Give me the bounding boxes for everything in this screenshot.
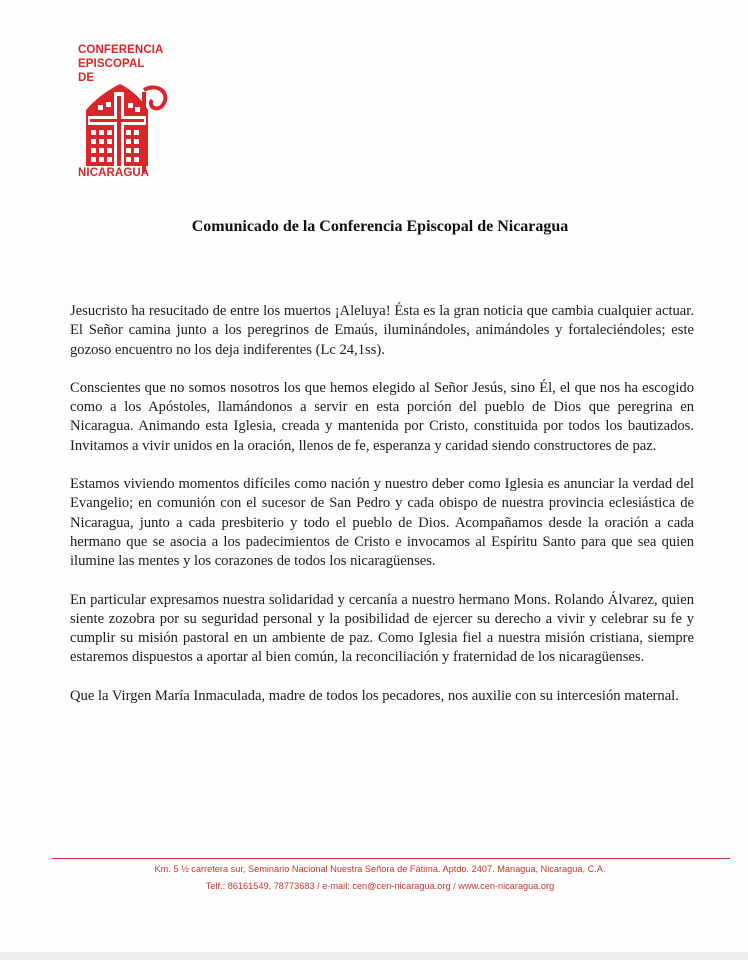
bottom-edge (0, 952, 748, 960)
footer-divider (52, 858, 730, 859)
episcopal-logo (78, 44, 170, 184)
logo-text-line3: DE (78, 72, 95, 84)
paragraph: Que la Virgen María Inmaculada, madre de todos los pecadores, nos auxilie con su intercesión maternal. (70, 687, 679, 704)
paragraph: Estamos viviendo momentos difíciles como nación y nuestro deber como Iglesia es anunciar la verdad del Evangelio; en comunión con el sucesor de San Pedro y cada obispo de nuestra provincia eclesiástica de Nicaragua, junto a cada presbiterio y todo el pueblo de Dios. Acompañamos desde la oración a cada hermano que se asocia a los padecimientos de Cristo e invocamos al Espíritu Santo para que sea quien ilumine las mentes y los corazones de todos los nicaragüenses. (70, 476, 694, 570)
footer-contact: Telf.: 86161549, 78773683 / e-mail: cen@cen-nicaragua.org / www.cen-nicaragua.org (205, 881, 555, 891)
logo-text-line4: NICARAGUA (78, 167, 150, 179)
logo-text-line2: EPISCOPAL (78, 58, 145, 70)
document-body (70, 302, 694, 725)
paragraph: Jesucristo ha resucitado de entre los muertos ¡Aleluya! Ésta es la gran noticia que cambia cualquier actuar. El Señor camina junto a los peregrinos de Emaús, iluminándoles, animándoles y fortaleciéndoles; este gozoso encuentro no los deja indiferentes (Lc 24,1ss). (70, 303, 694, 358)
document-title: Comunicado de la Conferencia Episcopal de Nicaragua (191, 218, 569, 235)
logo-text-line1: CONFERENCIA (78, 44, 164, 56)
footer-address: Km. 5 ½ carretera sur, Seminario Nacional Nuestra Señora de Fátima. Aptdo. 2407. Managua, Nicaragua, C.A. (154, 864, 606, 874)
paragraph: Conscientes que no somos nosotros los que hemos elegido al Señor Jesús, sino Él, el que nos ha escogido como a los Apóstoles, llamándonos a servir en esta porción del pueblo de Dios que peregrina en Nicaragua. Animando esta Iglesia, creada y mantenida por Cristo, constituida por todos los bautizados. Invitamos a vivir unidos en la oración, llenos de fe, esperanza y caridad siendo constructores de paz. (70, 379, 694, 454)
paragraph: En particular expresamos nuestra solidaridad y cercanía a nuestro hermano Mons. Rolando Álvarez, quien siente zozobra por su seguridad personal y la posibilidad de ejercer su derecho a vivir y celebrar su fe y cumplir su misión pastoral en un ambiente de paz. Como Iglesia fiel a nuestra misión cristiana, siempre estaremos dispuestos a aportar al bien común, la reconciliación y fraternidad de los nicaragüenses. (70, 591, 694, 666)
